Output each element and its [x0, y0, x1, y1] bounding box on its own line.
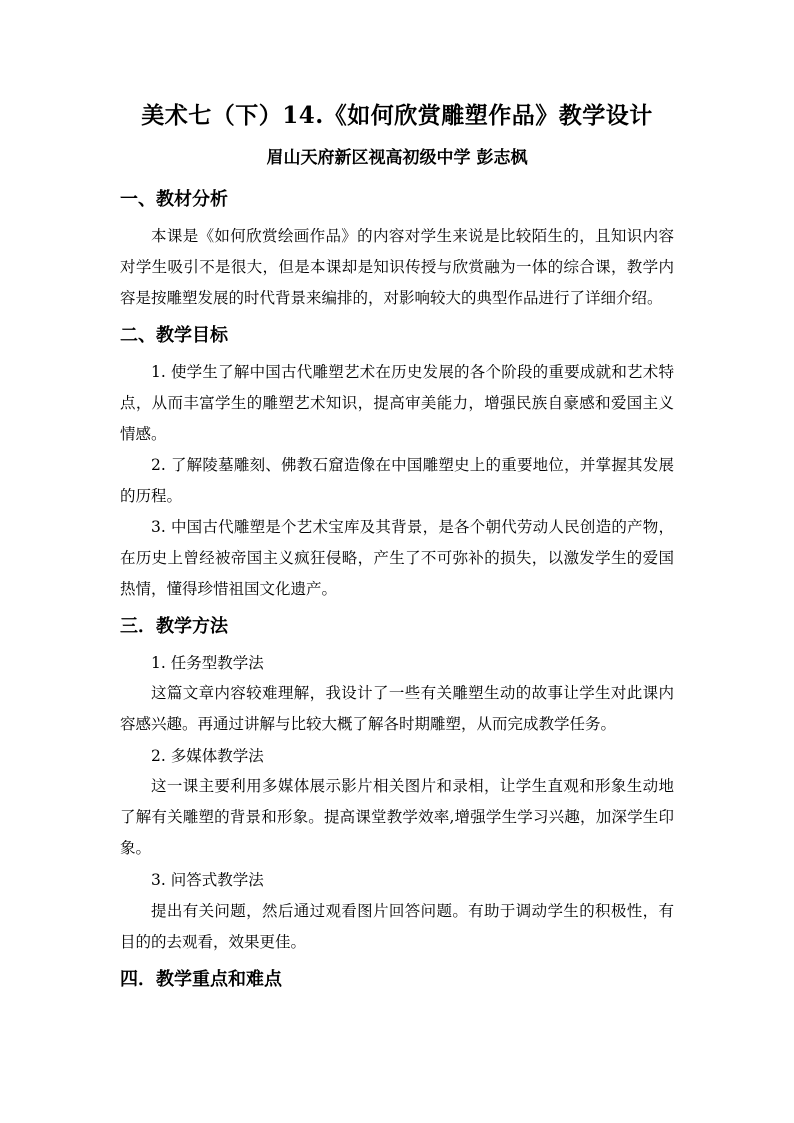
method-text-multimedia: 这一课主要利用多媒体展示影片相关图片和录相，让学生直观和形象生动地了解有关雕塑的背景和形象。提高课堂教学效率,增强学生学习兴趣，加深学生印象。 [120, 777, 674, 857]
document-author: 眉山天府新区视高初级中学 彭志枫 [266, 148, 528, 168]
paragraph-goal-3: 3. 中国古代雕塑是个艺术宝库及其背景，是各个朝代劳动人民创造的产物，在历史上曾经被帝国主义疯狂侵略，产生了不可弥补的损失，以激发学生的爱国热情，懂得珍惜祖国文化遗产。 [120, 518, 674, 598]
method-label-qa: 3. 问答式教学法 [151, 871, 264, 889]
method-label-multimedia: 2. 多媒体教学法 [151, 747, 264, 765]
section-heading-teaching-methods: 三．教学方法 [120, 616, 228, 637]
section-heading-teaching-goals: 二、教学目标 [120, 325, 228, 346]
section-heading-textbook-analysis: 一、教材分析 [120, 189, 228, 210]
paragraph-goal-2: 2. 了解陵墓雕刻、佛教石窟造像在中国雕塑史上的重要地位，并掌握其发展的历程。 [120, 456, 674, 505]
method-label-task-based: 1. 任务型教学法 [151, 654, 264, 672]
method-text-qa: 提出有关问题，然后通过观看图片回答问题。有助于调动学生的积极性，有目的的去观看，效果更佳。 [120, 902, 674, 951]
document-title: 美术七（下）14.《如何欣赏雕塑作品》教学设计 [141, 102, 653, 129]
paragraph-textbook-analysis: 本课是《如何欣赏绘画作品》的内容对学生来说是比较陌生的，且知识内容对学生吸引不是很大，但是本课却是知识传授与欣赏融为一体的综合课，教学内容是按雕塑发展的时代背景来编排的，对影响较大的典型作品进行了详细介绍。 [120, 227, 674, 307]
paragraph-goal-1: 1. 使学生了解中国古代雕塑艺术在历史发展的各个阶段的重要成就和艺术特点，从而丰富学生的雕塑艺术知识，提高审美能力，增强民族自豪感和爱国主义情感。 [120, 363, 674, 443]
method-text-task-based: 这篇文章内容较难理解，我设计了一些有关雕塑生动的故事让学生对此课内容感兴趣。再通过讲解与比较大概了解各时期雕塑，从而完成教学任务。 [120, 684, 674, 733]
section-heading-key-points: 四．教学重点和难点 [120, 969, 282, 990]
